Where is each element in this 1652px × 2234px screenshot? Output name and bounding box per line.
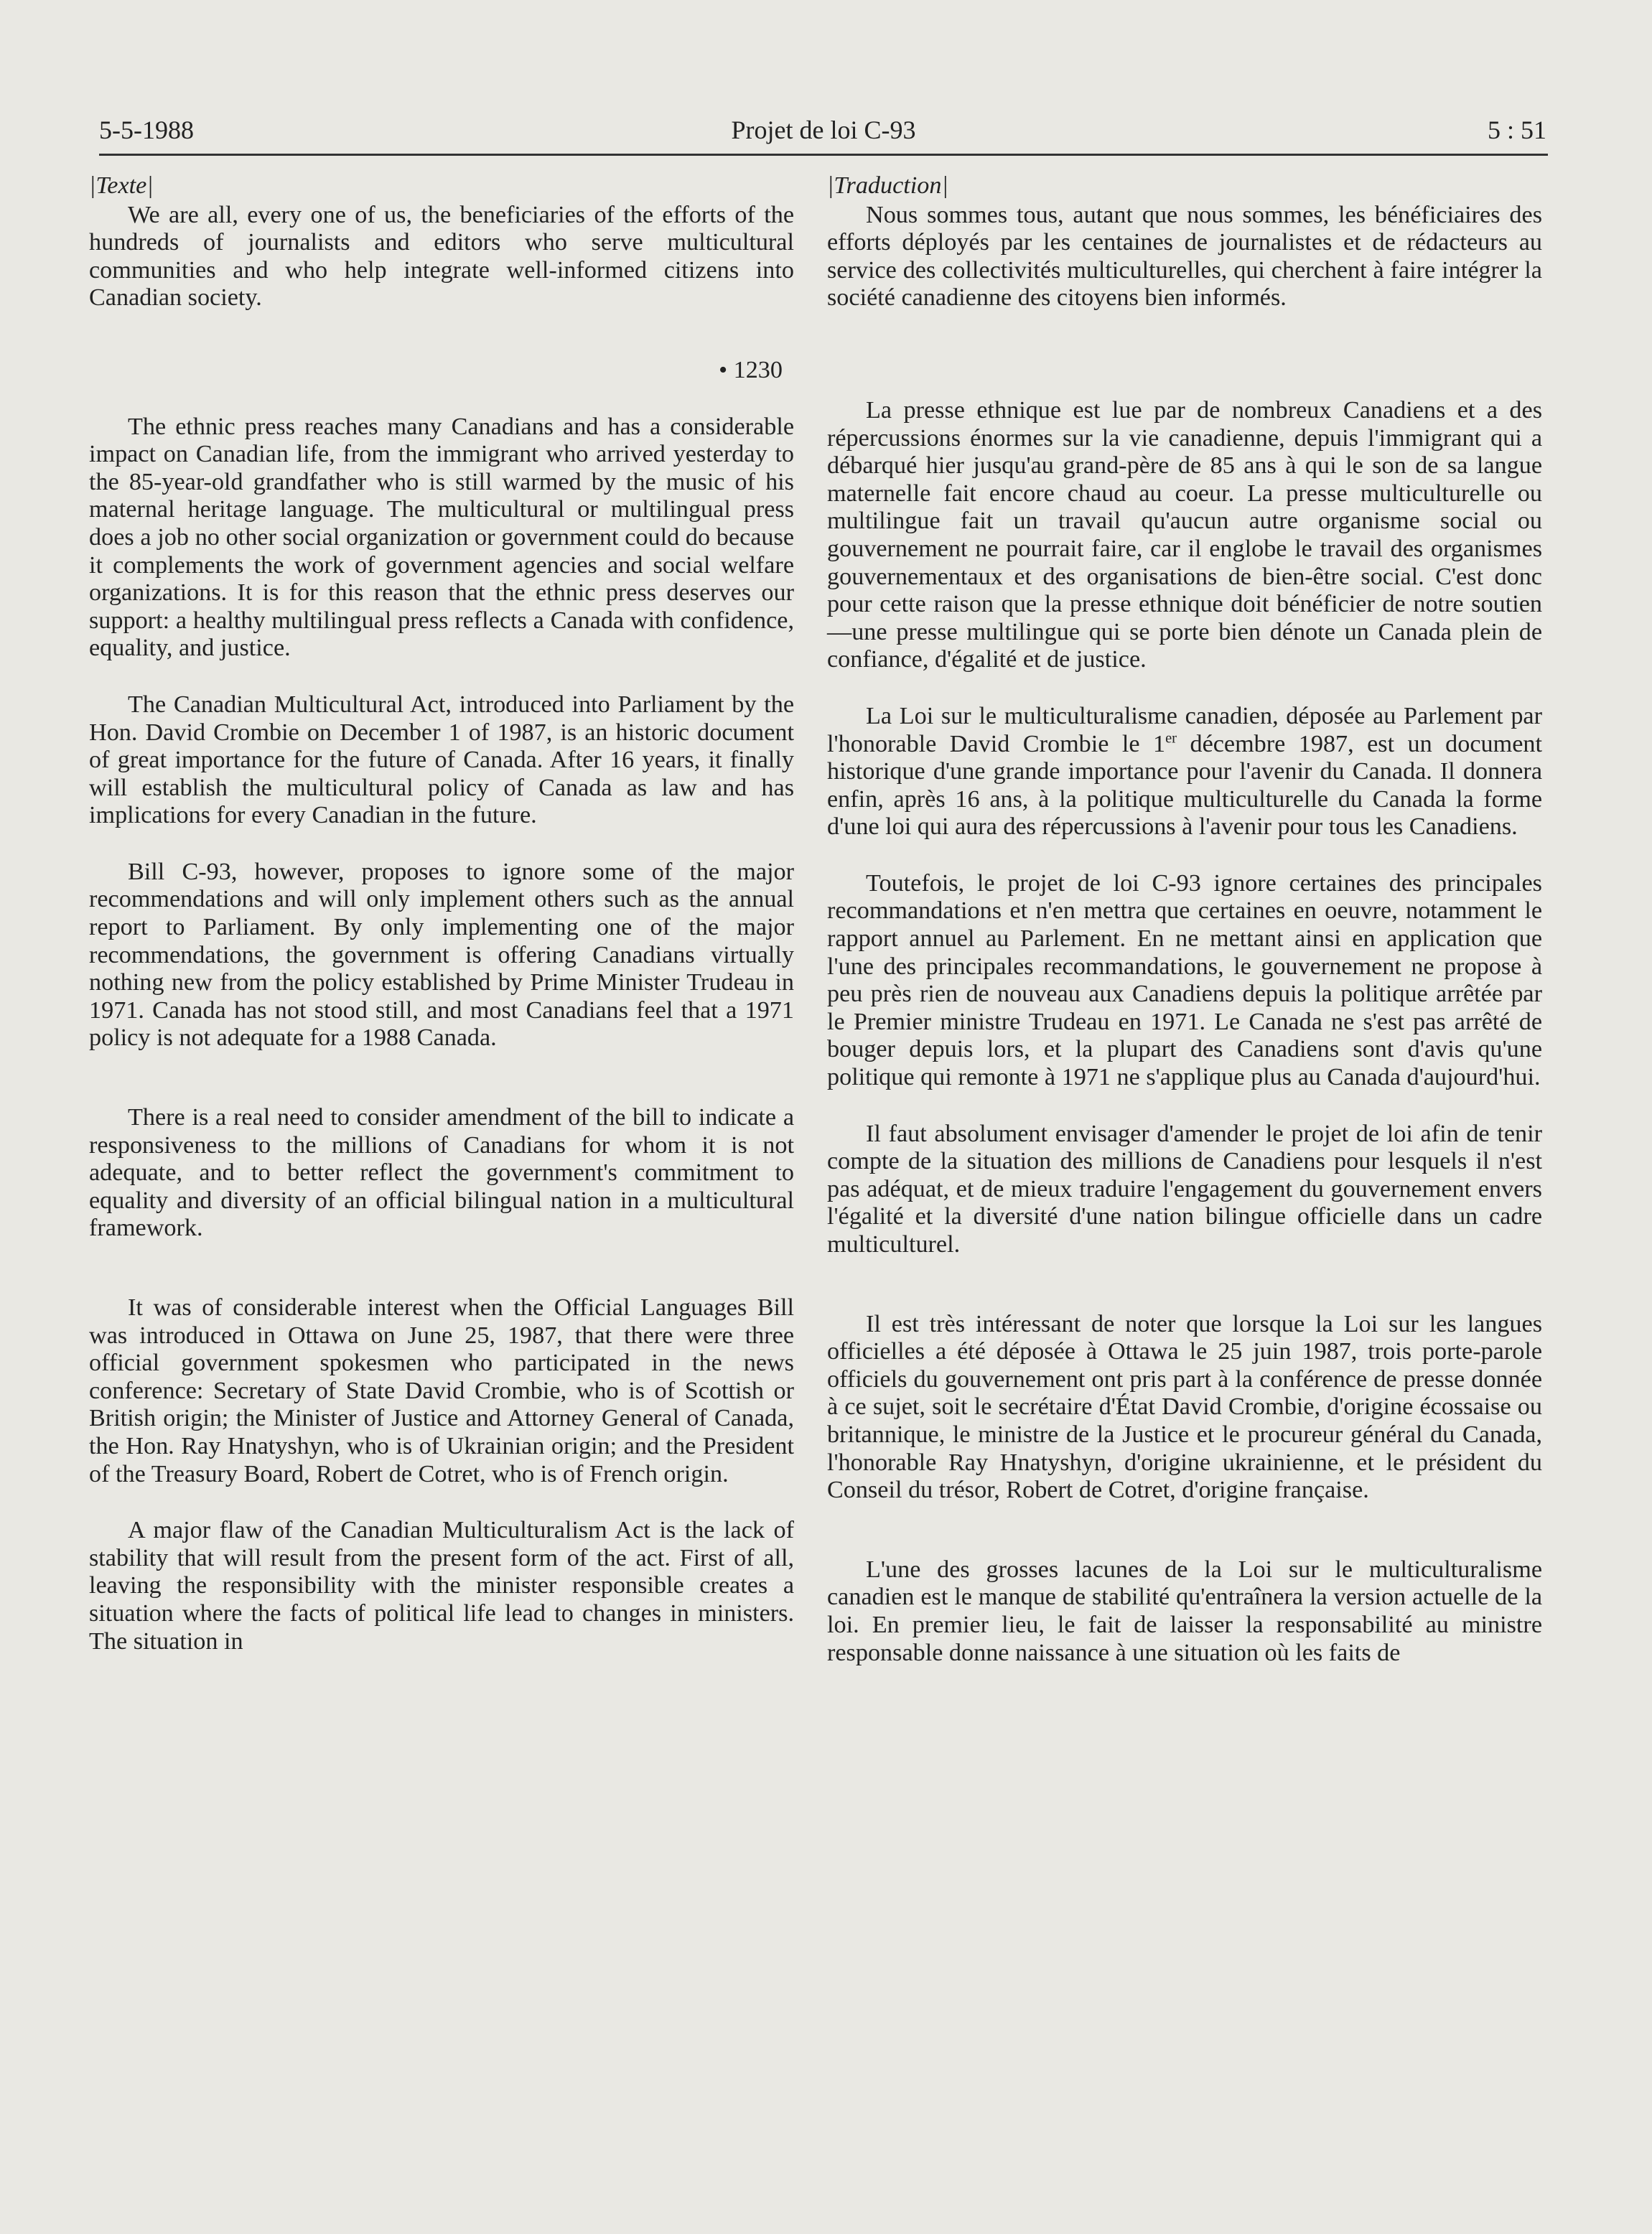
paragraph: Toutefois, le projet de loi C-93 ignore certaines des principales recommandations et n'en mettra que certaines en oeuvre, notamment le rapport annuel au Parlement. En ne mettant ainsi en application que l'une des principales recommandations, le gouvernement ne propose à peu près rien de nouveau aux Canadiens depuis la politique arrêtée par le Premier ministre Trudeau en 1971. Le Canada ne s'est pas arrêté de bouger depuis lors, et la plupart des Canadiens sont d'avis qu'une politique qui remonte à 1971 ne s'applique plus au Canada d'aujourd'hui. xyxy=(827,869,1542,1091)
paragraph: Il faut absolument envisager d'amender le projet de loi afin de tenir compte de la situation des millions de Canadiens pour lesquels il n'est pas adéquat, et de mieux traduire l'engagement du gouvernement envers l'égalité et la diversité d'une nation bilingue officielle dans un cadre multiculturel. xyxy=(827,1120,1542,1258)
header-page-number: 5 : 51 xyxy=(1487,116,1546,144)
paragraph xyxy=(827,703,1542,841)
timestamp: • 1230 xyxy=(719,356,783,383)
paragraph: La presse ethnique est lue par de nombreux Canadiens et a des répercussions énormes sur la vie canadienne, depuis l'immigrant qui a débarqué hier jusqu'au grand-père de 85 ans à qui le son de sa langue maternelle fait encore chaud au coeur. La presse multiculturelle ou multilingue fait un travail qu'aucun autre organisme social ou gouvernement ne pourrait faire, car il englobe le travail des organismes gouvernementaux et des organisations de bien-être social. C'est donc pour cette raison que la presse ethnique doit bénéficier de notre soutien—une presse multilingue qui se porte bien dénote un Canada plein de confiance, d'égalité et de justice. xyxy=(827,396,1542,673)
french-translation-column xyxy=(827,172,1542,1667)
paragraph: The Canadian Multicultural Act, introduced into Parliament by the Hon. David Crombie on December 1 of 1987, is an historic document of great importance for the future of Canada. After 16 years, it finally will establish the multicultural policy of Canada as law and has implications for every Canadian in the future. xyxy=(89,691,794,829)
texte-label: |Texte| xyxy=(89,172,154,199)
paragraph: Il est très intéressant de noter que lorsque la Loi sur les langues officielles a été déposée à Ottawa le 25 juin 1987, trois porte-parole officiels du gouvernement ont pris part à la conférence de presse donnée à ce sujet, soit le secrétaire d'État David Crombie, d'origine écossaise ou britannique, le ministre de la Justice et le procureur général du Canada, l'honorable Ray Hnatyshyn, d'origine ukrainienne, et le président du Conseil du trésor, Robert de Cotret, d'origine française. xyxy=(827,1310,1542,1504)
paragraph: A major flaw of the Canadian Multiculturalism Act is the lack of stability that will result from the present form of the act. First of all, leaving the responsibility with the minister responsible creates a situation where the facts of political life lead to changes in ministers. The situation in xyxy=(89,1517,794,1655)
paragraph: We are all, every one of us, the beneficiaries of the efforts of the hundreds of journalists and editors who serve multicultural communities and who help integrate well-informed citizens into Canadian society. xyxy=(89,201,794,312)
paragraph: L'une des grosses lacunes de la Loi sur le multiculturalisme canadien est le manque de stabilité qu'entraînera la version actuelle de la loi. En premier lieu, le fait de laisser la responsabilité au ministre responsable donne naissance à une situation où les faits de xyxy=(827,1556,1542,1666)
header-title: Projet de loi C-93 xyxy=(731,116,916,144)
paragraph: Bill C-93, however, proposes to ignore some of the major recommendations and will only implement others such as the annual report to Parliament. By only implementing one of the major recommendations, the government is offering Canadians virtually nothing new from the policy established by Prime Minister Trudeau in 1971. Canada has not stood still, and most Canadians feel that a 1971 policy is not adequate for a 1988 Canada. xyxy=(89,858,794,1052)
paragraph: The ethnic press reaches many Canadians and has a considerable impact on Canadian life, from the immigrant who arrived yesterday to the 85-year-old grandfather who is still warmed by the music of his maternal heritage language. The multicultural or multilingual press does a job no other social organization or government could do because it complements the work of government agencies and social welfare organizations. It is for this reason that the ethnic press deserves our support: a healthy multilingual press reflects a Canada with confidence, equality, and justice. xyxy=(89,413,794,662)
paragraph: Nous sommes tous, autant que nous sommes, les bénéficiaires des efforts déployés par les centaines de journalistes et de rédacteurs au service des collectivités multiculturelles, qui cherchent à faire intégrer la société canadienne des citoyens bien informés. xyxy=(827,201,1542,312)
paragraph: It was of considerable interest when the Official Languages Bill was introduced in Ottawa on June 25, 1987, that there were three official government spokesmen who participated in the news conference: Secretary of State David Crombie, who is of Scottish or British origin; the Minister of Justice and Attorney General of Canada, the Hon. Ray Hnatyshyn, who is of Ukrainian origin; and the President of the Treasury Board, Robert de Cotret, who is of French origin. xyxy=(89,1294,794,1487)
running-header xyxy=(99,109,1548,156)
paragraph-text: décembre 1987, est un document historique d'une grande importance pour l'avenir du Canada. Il donnera enfin, après 16 ans, à la politique multiculturelle du Canada la forme d'une loi qui aura des répercussions à l'avenir pour tous les Canadiens. xyxy=(827,730,1542,841)
english-text-column xyxy=(89,172,794,1655)
traduction-label: |Traduction| xyxy=(827,172,948,199)
paragraph-text: La Loi sur le multiculturalisme canadien, déposée au Parlement par l'honorable David Crombie le 1 xyxy=(827,702,1542,757)
header-date: 5-5-1988 xyxy=(99,116,194,144)
ordinal-superscript: er xyxy=(1165,730,1177,747)
paragraph: There is a real need to consider amendment of the bill to indicate a responsiveness to the millions of Canadians for whom it is not adequate, and to better reflect the government's commitment to equality and diversity of an official bilingual nation in a multicultural framework. xyxy=(89,1104,794,1242)
